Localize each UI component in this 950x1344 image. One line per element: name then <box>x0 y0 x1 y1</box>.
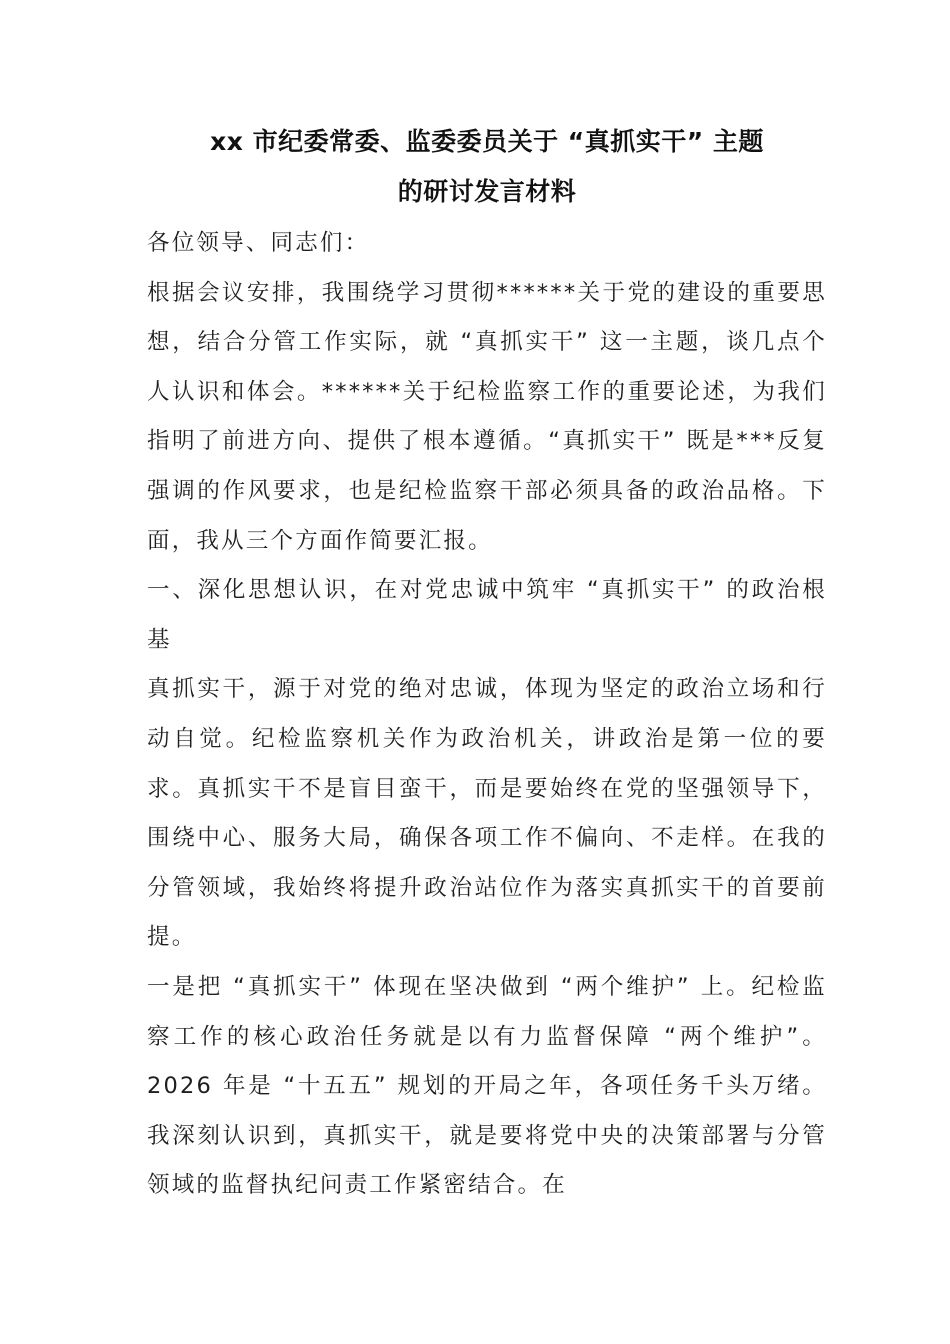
document-title-line-2: 的研讨发言材料 <box>397 177 577 206</box>
body-paragraph-loyalty: 真抓实干，源于对党的绝对忠诚，体现为坚定的政治立场和行动自觉。纪检监察机关作为政治机关，讲政治是第一位的要求。真抓实干不是盲目蛮干，而是要始终在党的坚强领导下，围绕中心、服务大局，确保各项工作不偏向、不走样。在我的分管领域，我始终将提升政治站位作为落实真抓实干的首要前提。 <box>147 676 827 951</box>
salutation: 各位领导、同志们： <box>147 230 370 256</box>
document-title-line-1: xx 市纪委常委、监委委员关于 “真抓实干” 主题 <box>210 127 764 156</box>
document-title <box>147 117 827 217</box>
document-page <box>147 117 827 1211</box>
section-heading-1: 一、深化思想认识，在对党忠诚中筑牢 “真抓实干” 的政治根基 <box>147 577 827 653</box>
document-body <box>147 219 827 1211</box>
body-paragraph-intro: 根据会议安排，我围绕学习贯彻******关于党的建设的重要思想，结合分管工作实际，就 “真抓实干” 这一主题，谈几点个人认识和体会。******关于纪检监察工作的重要论述，为我们指明了前进方向、提供了根本遵循。“真抓实干” 既是***反复强调的作风要求，也是纪检监察干部必须具备的政治品格。下面，我从三个方面作简要汇报。 <box>147 279 827 554</box>
body-paragraph-two-safeguards: 一是把 “真抓实干” 体现在坚决做到 “两个维护” 上。纪检监察工作的核心政治任务就是以有力监督保障 “两个维护”。2026 年是 “十五五” 规划的开局之年，各项任务千头万绪。我深刻认识到，真抓实干，就是要将党中央的决策部署与分管领域的监督执纪问责工作紧密结合。在 <box>147 973 827 1199</box>
